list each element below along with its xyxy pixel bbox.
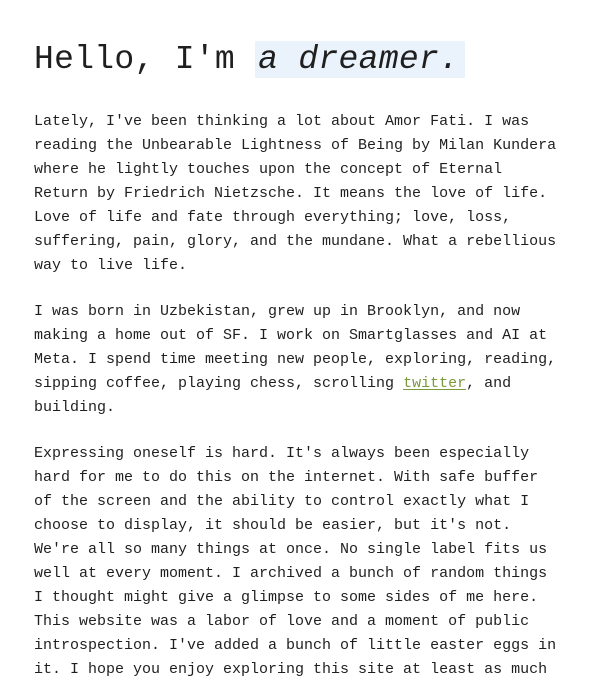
paragraph-line: making a home out of SF. I work on Smartglasses and AI at — [34, 327, 548, 344]
link-suffix-text: , and — [466, 375, 512, 392]
paragraph-line: it. I hope you enjoy exploring this site at least as much — [34, 661, 548, 678]
paragraph-line: choose to display, it should be easier, but it's not. — [34, 517, 512, 534]
paragraph-amor-fati — [34, 110, 574, 278]
paragraph-line: Meta. I spend time meeting new people, exploring, reading, — [34, 351, 557, 368]
paragraph-line-with-link — [34, 372, 574, 396]
paragraph-expressing-oneself — [34, 442, 574, 682]
page-title — [34, 36, 574, 84]
intro-page — [34, 36, 574, 682]
paragraph-line: of the screen and the ability to control exactly what I — [34, 493, 530, 510]
paragraph-line: Love of life and fate through everything; love, loss, — [34, 209, 512, 226]
paragraph-line: Return by Friedrich Nietzsche. It means the love of life. — [34, 185, 548, 202]
paragraph-line: introspection. I've added a bunch of little easter eggs in — [34, 637, 557, 654]
paragraph-line: Lately, I've been thinking a lot about Amor Fati. I was — [34, 113, 530, 130]
paragraph-line: Expressing oneself is hard. It's always been especially — [34, 445, 530, 462]
title-highlight: a dreamer. — [255, 41, 465, 78]
paragraph-line: I was born in Uzbekistan, grew up in Brooklyn, and now — [34, 303, 521, 320]
link-prefix-text: sipping coffee, playing chess, scrolling — [34, 375, 404, 392]
paragraph-line: well at every moment. I archived a bunch of random things — [34, 565, 548, 582]
paragraph-line: This website was a labor of love and a moment of public — [34, 613, 530, 630]
paragraph-line: where he lightly touches upon the concept of Eternal — [34, 161, 503, 178]
paragraph-line: reading the Unbearable Lightness of Being by Milan Kundera — [34, 137, 557, 154]
paragraph-line: I thought might give a glimpse to some sides of me here. — [34, 589, 539, 606]
paragraph-line: building. — [34, 399, 116, 416]
paragraph-line: hard for me to do this on the internet. With safe buffer — [34, 469, 539, 486]
paragraph-line: way to live life. — [34, 257, 188, 274]
title-prefix: Hello, I'm — [34, 41, 256, 78]
paragraph-line: We're all so many things at once. No single label fits us — [34, 541, 548, 558]
paragraph-about-me — [34, 300, 574, 420]
twitter-link[interactable]: twitter — [403, 375, 467, 392]
paragraph-line: suffering, pain, glory, and the mundane. What a rebellious — [34, 233, 557, 250]
